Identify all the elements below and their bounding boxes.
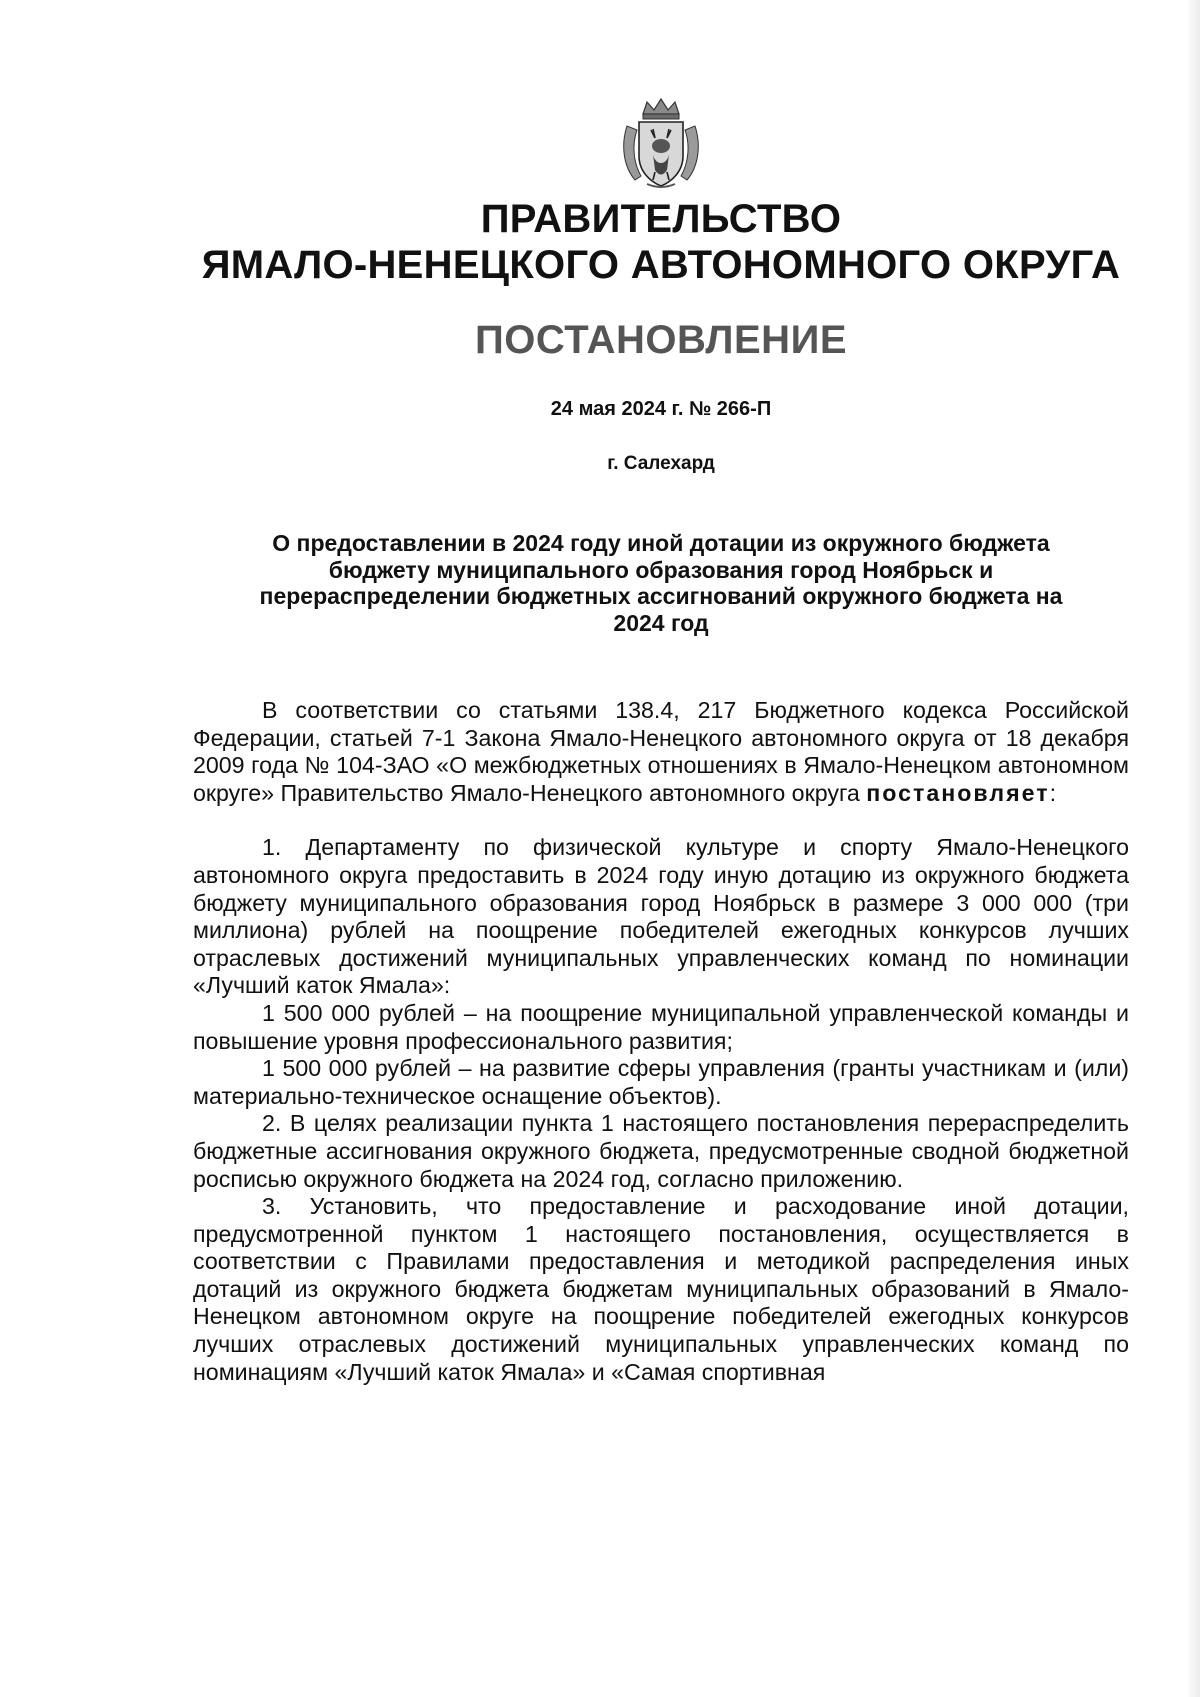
document-body — [193, 697, 1129, 1386]
heading-line: 2024 год — [613, 609, 709, 636]
point-3-paragraph: 3. Установить, что предоставление и расходование иной дотации, предусмотренной пунктом 1 настоящего постановления, осуществляется в соответствии с Правилами предоставления и методикой распределения иных дотаций из окружного бюджета бюджетам муниципальных образований в Ямало-Ненецком автономном округе на поощрение победителей ежегодных конкурсов лучших отраслевых достижений муниципальных управленческих команд по номинациям «Лучший каток Ямала» и «Самая спортивная — [193, 1193, 1129, 1385]
government-name — [173, 196, 1149, 288]
point-1-paragraph: 1. Департаменту по физической культуре и спорту Ямало-Ненецкого автономного округа предоставить в 2024 году иную дотацию из окружного бюджета бюджету муниципального образования город Ноябрьск в размере 3 000 000 (три миллиона) рублей на поощрение победителей ежегодных конкурсов лучших отраслевых достижений муниципальных управленческих команд по номинации «Лучший каток Ямала»: — [193, 834, 1129, 999]
paragraph-gap — [193, 807, 1129, 834]
heading-line: О предоставлении в 2024 году иной дотации из окружного бюджета — [272, 530, 1050, 556]
point-2-paragraph: 2. В целях реализации пункта 1 настоящего постановления перераспределить бюджетные ассигнования окружного бюджета, предусмотренные сводной бюджетной росписью окружного бюджета на 2024 год, согласно приложению. — [193, 1110, 1129, 1192]
document-type-title: ПОСТАНОВЛЕНИЕ — [474, 318, 847, 362]
government-name-line2: ЯМАЛО-НЕНЕЦКОГО АВТОНОМНОГО ОКРУГА — [201, 243, 1121, 287]
document-date-number: 24 мая 2024 г. № 266-П — [550, 398, 772, 420]
preamble-end: : — [1049, 779, 1057, 806]
heading-line: перераспределении бюджетных ассигнований окружного бюджета на — [259, 583, 1063, 609]
government-name-line1: ПРАВИТЕЛЬСТВО — [480, 197, 842, 241]
point-1-amount-2: 1 500 000 рублей – на развитие сферы управления (гранты участникам и (или) материально-техническое оснащение объектов). — [193, 1055, 1129, 1109]
preamble-text: В соответствии со статьями 138.4, 217 Бюджетного кодекса Российской Федерации, статьей 7-1 Закона Ямало-Ненецкого автономного округа от 18 декабря 2009 года № 104-ЗАО «О межбюджетных отношениях в Ямало-Ненецком автономном округе» Правительство Ямало-Ненецкого автономного округа — [193, 697, 1129, 806]
document-city: г. Салехард — [607, 453, 715, 474]
point-1-amount-1: 1 500 000 рублей – на поощрение муниципальной управленческой команды и повышение уровня профессионального развития; — [193, 999, 1129, 1054]
preamble-paragraph — [193, 697, 1129, 807]
document-heading — [193, 530, 1129, 636]
scan-edge — [1186, 0, 1200, 1697]
decree-word: постановляет — [866, 779, 1050, 806]
heading-line: бюджету муниципального образования город Ноябрьск и — [328, 556, 994, 583]
coat-of-arms-icon — [617, 96, 705, 190]
